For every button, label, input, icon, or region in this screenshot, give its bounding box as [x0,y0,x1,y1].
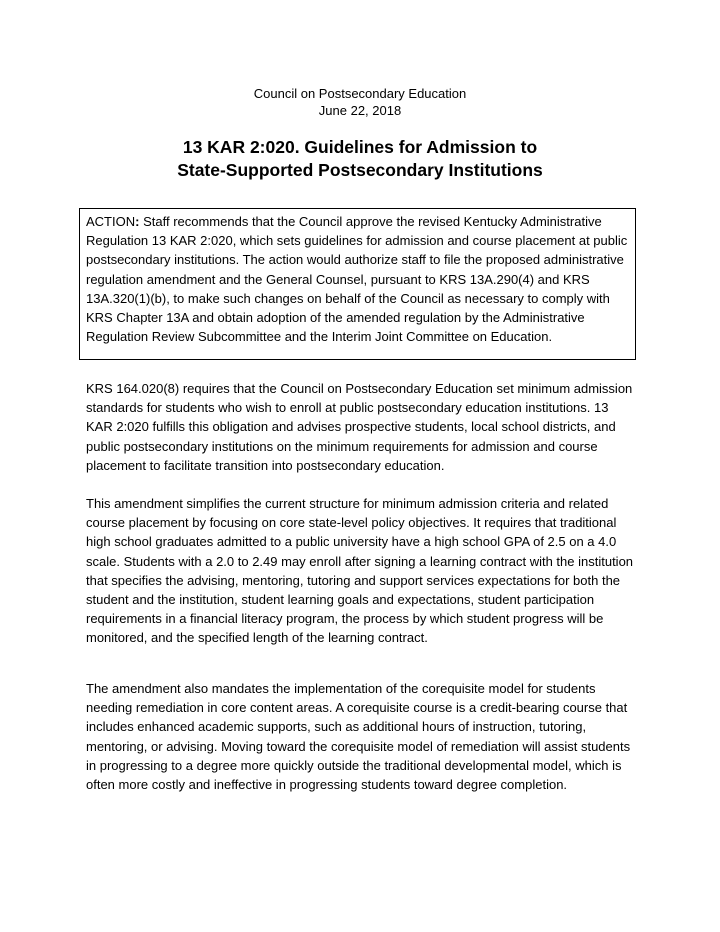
action-label: ACTION [86,214,136,229]
action-text: Staff recommends that the Council approve the revised Kentucky Administrative Regulation 13 KAR 2:020, which sets guidelines for admission and course placement at public postsecondary institutions. The action would authorize staff to file the proposed administrative regulation amendment and the General Counsel, pursuant to KRS 13A.290(4) and KRS 13A.320(1)(b), to make such changes on behalf of the Council as necessary to comply with KRS Chapter 13A and obtain adoption of the amended regulation by the Administrative Regulation Review Subcommittee and the Interim Joint Committee on Education. [86,214,628,345]
body-paragraph-3: The amendment also mandates the implementation of the corequisite model for students needing remediation in core content areas. A corequisite course is a credit-bearing course that includes enhanced academic supports, such as additional hours of instruction, tutoring, mentoring, or advising. Moving toward the corequisite model of remediation will assist students in progressing to a degree more quickly outside the traditional developmental model, which is often more costly and ineffective in progressing students toward degree completion. [86,681,631,793]
document-title-line-2: State-Supported Postsecondary Institutions [177,160,543,180]
meeting-date: June 22, 2018 [318,103,402,118]
body-paragraph-1: KRS 164.020(8) requires that the Council on Postsecondary Education set minimum admission standards for students who wish to enroll at public postsecondary education institutions. 13 KAR 2:020 fulfills this obligation and advises prospective students, local school districts, and public postsecondary institutions on the minimum requirements for admission and course placement to facilitate transition into postsecondary education. [86,381,633,473]
body-paragraph-2: This amendment simplifies the current structure for minimum admission criteria and related course placement by focusing on core state-level policy objectives. It requires that traditional high school graduates admitted to a public university have a high school GPA of 2.5 on a 4.0 scale. Students with a 2.0 to 2.49 may enroll after signing a learning contract with the institution that specifies the advising, mentoring, tutoring and support services expectations for both the student and the institution, student learning goals and expectations, student participation requirements in a financial literacy program, the process by which student progress will be monitored, and the specified length of the learning contract. [86,496,634,646]
action-colon: : [135,214,140,229]
document-title [0,136,720,182]
document-title-line-1: 13 KAR 2:020. Guidelines for Admission to [182,137,538,157]
action-box [79,208,636,360]
organization-name: Council on Postsecondary Education [253,86,467,101]
